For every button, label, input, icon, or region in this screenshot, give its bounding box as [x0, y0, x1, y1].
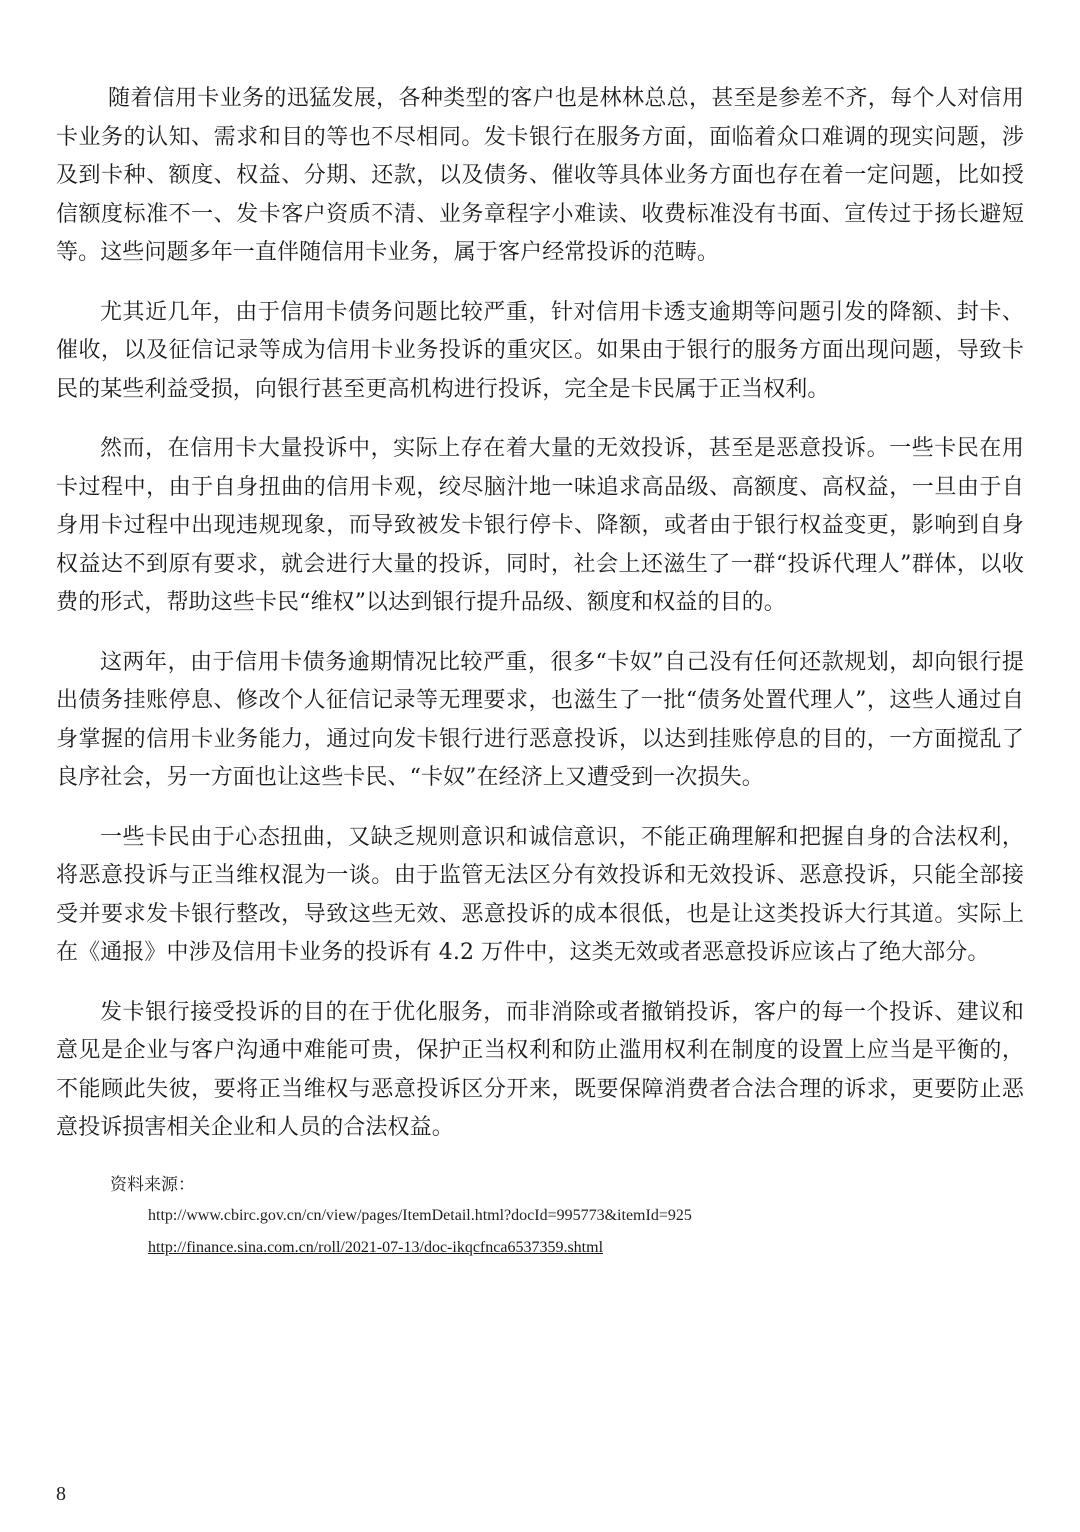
- sources-label: 资料来源：: [110, 1174, 195, 1195]
- paragraph-6: 发卡银行接受投诉的目的在于优化服务，而非消除或者撤销投诉，客户的每一个投诉、建议和意见是企业与客户沟通中难能可贵，保护正当权利和防止滥用权利在制度的设置上应当是平衡的，不能顾此失彼，要将正当维权与恶意投诉区分开来，既要保障消费者合法合理的诉求，更要防止恶意投诉损害相关企业和人员的合法权益。: [56, 999, 1024, 1140]
- paragraph-2: 尤其近几年，由于信用卡债务问题比较严重，针对信用卡透支逾期等问题引发的降额、封卡、催收，以及征信记录等成为信用卡业务投诉的重灾区。如果由于银行的服务方面出现问题，导致卡民的某些利益受损，向银行甚至更高机构进行投诉，完全是卡民属于正当权利。: [56, 299, 1024, 402]
- sources-section: [56, 1170, 1024, 1264]
- paragraph-3: 然而，在信用卡大量投诉中，实际上存在着大量的无效投诉，甚至是恶意投诉。一些卡民在用卡过程中，由于自身扭曲的信用卡观，绞尽脑汁地一味追求高品级、高额度、高权益，一旦由于自身用卡过程中出现违规现象，而导致被发卡银行停卡、降额，或者由于银行权益变更，影响到自身权益达不到原有要求，就会进行大量的投诉，同时，社会上还滋生了一群“投诉代理人”群体，以收费的形式，帮助这些卡民“维权”以达到银行提升品级、额度和权益的目的。: [56, 436, 1024, 615]
- document-body: [56, 80, 1024, 1264]
- paragraph-1: 随着信用卡业务的迅猛发展，各种类型的客户也是林林总总，甚至是参差不齐，每个人对信用卡业务的认知、需求和目的等也不尽相同。发卡银行在服务方面，面临着众口难调的现实问题，涉及到卡种、额度、权益、分期、还款，以及债务、催收等具体业务方面也存在着一定问题，比如授信额度标准不一、发卡客户资质不清、业务章程字小难读、收费标准没有书面、宣传过于扬长避短等。这些问题多年一直伴随信用卡业务，属于客户经常投诉的范畴。: [56, 86, 1024, 265]
- page-number: 8: [56, 1483, 66, 1505]
- paragraph-5: 一些卡民由于心态扭曲，又缺乏规则意识和诚信意识，不能正确理解和把握自身的合法权利，将恶意投诉与正当维权混为一谈。由于监管无法区分有效投诉和无效投诉、恶意投诉，只能全部接受并要求发卡银行整改，导致这些无效、恶意投诉的成本很低，也是让这类投诉大行其道。实际上在《通报》中涉及信用卡业务的投诉有 4.2 万件中，这类无效或者恶意投诉应该占了绝大部分。: [56, 824, 1024, 965]
- source-link-sina[interactable]: http://finance.sina.com.cn/roll/2021-07-13/doc-ikqcfnca6537359.shtml: [148, 1238, 604, 1256]
- paragraph-4: 这两年，由于信用卡债务逾期情况比较严重，很多“卡奴”自己没有任何还款规划，却向银行提出债务挂账停息、修改个人征信记录等无理要求，也滋生了一批“债务处置代理人”，这些人通过自身掌握的信用卡业务能力，通过向发卡银行进行恶意投诉，以达到挂账停息的目的，一方面搅乱了良序社会，另一方面也让这些卡民、“卡奴”在经济上又遭受到一次损失。: [56, 649, 1024, 790]
- source-url-cbirc: http://www.cbirc.gov.cn/cn/view/pages/ItemDetail.html?docId=995773&itemId=925: [148, 1206, 692, 1224]
